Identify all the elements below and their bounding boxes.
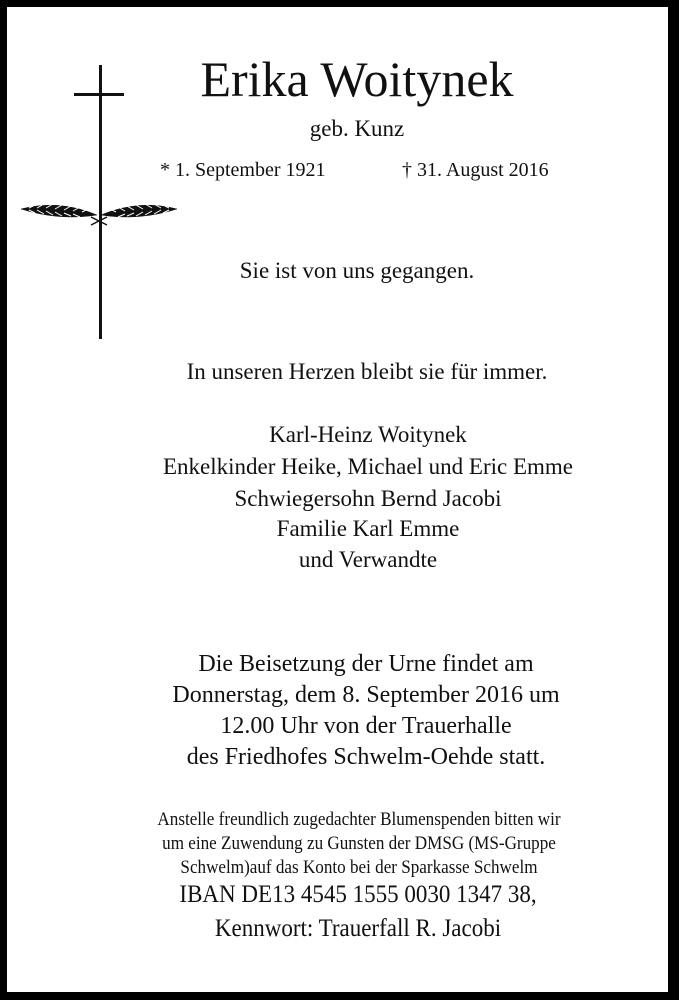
mourner-line: Enkelkinder Heike, Michael und Eric Emme bbox=[162, 454, 574, 479]
palm-branch-icon bbox=[19, 195, 179, 235]
death-date: † 31. August 2016 bbox=[402, 159, 549, 181]
deceased-name: Erika Woitynek bbox=[200, 51, 514, 107]
memory-text: In unseren Herzen bleibt sie für immer. bbox=[186, 359, 548, 384]
farewell-text: Sie ist von uns gegangen. bbox=[239, 258, 475, 283]
donation-line: Anstelle freundlich zugedachter Blumenspenden bitten wir bbox=[157, 809, 561, 830]
mourner-line: und Verwandte bbox=[298, 547, 438, 572]
burial-line: Donnerstag, dem 8. September 2016 um bbox=[172, 682, 560, 708]
mourner-line: Schwiegersohn Bernd Jacobi bbox=[234, 486, 502, 511]
mourner-line: Familie Karl Emme bbox=[276, 516, 460, 541]
burial-line: 12.00 Uhr von der Trauerhalle bbox=[220, 713, 512, 739]
birth-date: * 1. September 1921 bbox=[160, 159, 326, 181]
keyword-text: Kennwort: Trauerfall R. Jacobi bbox=[214, 915, 502, 942]
donation-line: Schwelm)auf das Konto bei der Sparkasse Schwelm bbox=[180, 857, 538, 878]
obituary-card bbox=[7, 7, 668, 992]
burial-line: Die Beisetzung der Urne findet am bbox=[198, 651, 534, 677]
maiden-name: geb. Kunz bbox=[309, 116, 405, 141]
mourner-line: Karl-Heinz Woitynek bbox=[269, 422, 467, 447]
burial-line: des Friedhofes Schwelm-Oehde statt. bbox=[186, 744, 546, 770]
donation-line: um eine Zuwendung zu Gunsten der DMSG (MS-Gruppe bbox=[162, 833, 556, 854]
iban-text: IBAN DE13 4545 1555 0030 1347 38, bbox=[179, 881, 537, 908]
